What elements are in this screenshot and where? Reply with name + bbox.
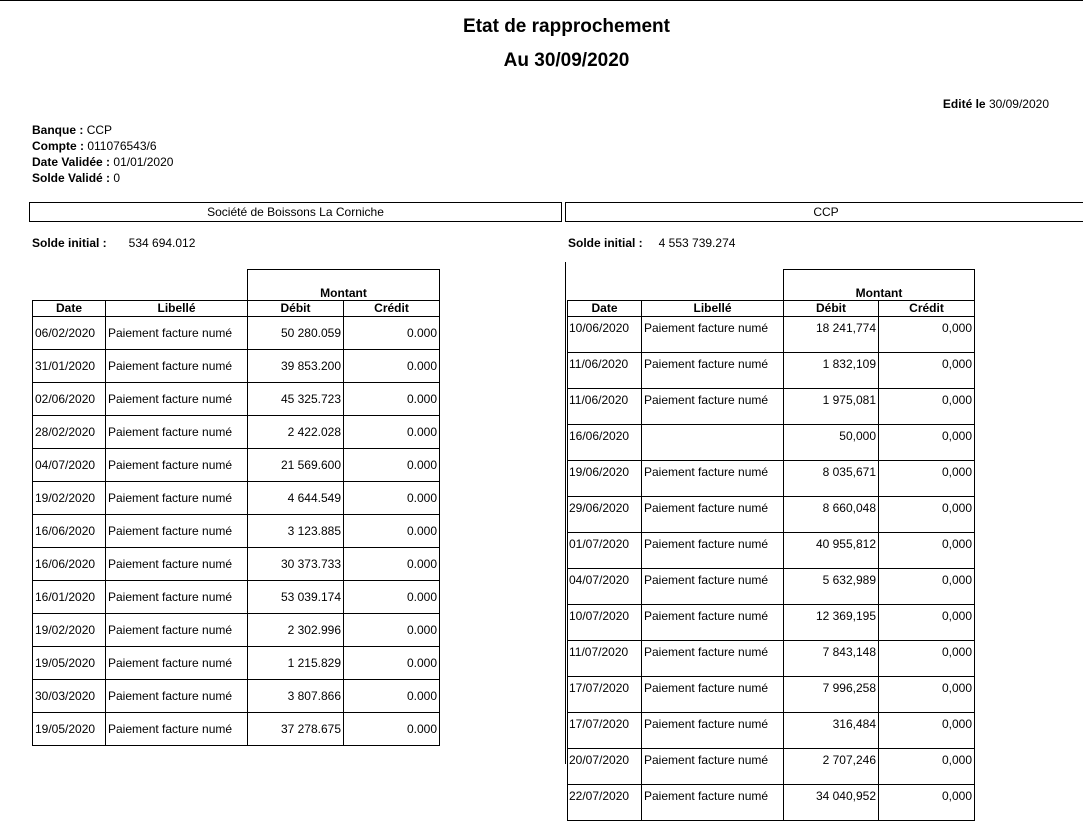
validated-balance-label: Solde Validé : xyxy=(32,171,111,185)
cell-date: 31/01/2020 xyxy=(33,350,106,383)
cell-libelle: Paiement facture numé xyxy=(106,449,248,482)
left-table-body xyxy=(33,317,440,746)
cell-credit: 0.000 xyxy=(344,416,440,449)
left-col-libelle: Libellé xyxy=(106,301,248,317)
cell-libelle: Paiement facture numé xyxy=(106,713,248,746)
cell-date: 16/06/2020 xyxy=(33,515,106,548)
table-row xyxy=(33,449,440,482)
cell-libelle: Paiement facture numé xyxy=(106,317,248,350)
bank-line xyxy=(32,122,173,138)
cell-date: 19/02/2020 xyxy=(33,482,106,515)
company-ledger-table xyxy=(32,269,440,746)
edited-on xyxy=(943,97,1049,111)
table-row xyxy=(568,785,975,821)
validated-date-line xyxy=(32,154,173,170)
cell-debit: 4 644.549 xyxy=(248,482,344,515)
cell-debit: 2 302.996 xyxy=(248,614,344,647)
report-date: Au 30/09/2020 xyxy=(503,50,630,71)
table-row xyxy=(568,317,975,353)
cell-libelle: Paiement facture numé xyxy=(106,680,248,713)
cell-debit: 40 955,812 xyxy=(784,533,879,569)
cell-date: 10/07/2020 xyxy=(568,605,642,641)
left-montant-header-row xyxy=(33,270,440,301)
cell-libelle: Paiement facture numé xyxy=(642,497,784,533)
cell-date: 17/07/2020 xyxy=(568,677,642,713)
cell-credit: 0,000 xyxy=(879,425,975,461)
cell-libelle: Paiement facture numé xyxy=(106,548,248,581)
cell-date: 19/02/2020 xyxy=(33,614,106,647)
cell-date: 11/06/2020 xyxy=(568,389,642,425)
cell-debit: 7 843,148 xyxy=(784,641,879,677)
cell-credit: 0,000 xyxy=(879,749,975,785)
cell-credit: 0.000 xyxy=(344,317,440,350)
cell-date: 16/01/2020 xyxy=(33,581,106,614)
table-row xyxy=(33,581,440,614)
cell-libelle: Paiement facture numé xyxy=(642,389,784,425)
cell-date: 16/06/2020 xyxy=(568,425,642,461)
cell-date: 28/02/2020 xyxy=(33,416,106,449)
cell-credit: 0.000 xyxy=(344,614,440,647)
cell-debit: 1 975,081 xyxy=(784,389,879,425)
table-row xyxy=(568,461,975,497)
table-row xyxy=(568,641,975,677)
cell-credit: 0,000 xyxy=(879,785,975,821)
cell-libelle: Paiement facture numé xyxy=(642,785,784,821)
cell-debit: 2 422.028 xyxy=(248,416,344,449)
cell-libelle xyxy=(642,425,784,461)
table-row xyxy=(568,677,975,713)
cell-credit: 0.000 xyxy=(344,581,440,614)
cell-date: 19/05/2020 xyxy=(33,713,106,746)
cell-credit: 0.000 xyxy=(344,713,440,746)
cell-libelle: Paiement facture numé xyxy=(106,350,248,383)
edited-value: 30/09/2020 xyxy=(988,97,1049,111)
table-row xyxy=(33,680,440,713)
table-row xyxy=(33,416,440,449)
table-row xyxy=(568,713,975,749)
cell-libelle: Paiement facture numé xyxy=(106,581,248,614)
cell-libelle: Paiement facture numé xyxy=(642,533,784,569)
right-initial-balance-label: Solde initial : xyxy=(568,236,643,250)
table-row xyxy=(33,482,440,515)
cell-date: 02/06/2020 xyxy=(33,383,106,416)
cell-credit: 0,000 xyxy=(879,569,975,605)
cell-debit: 3 807.866 xyxy=(248,680,344,713)
bank-heading: CCP xyxy=(565,202,1083,222)
table-row xyxy=(33,548,440,581)
cell-credit: 0.000 xyxy=(344,482,440,515)
cell-libelle: Paiement facture numé xyxy=(106,515,248,548)
cell-libelle: Paiement facture numé xyxy=(642,317,784,353)
table-row xyxy=(568,533,975,569)
cell-debit: 45 325.723 xyxy=(248,383,344,416)
right-initial-balance xyxy=(568,236,735,250)
cell-credit: 0.000 xyxy=(344,383,440,416)
cell-date: 01/07/2020 xyxy=(568,533,642,569)
cell-credit: 0,000 xyxy=(879,353,975,389)
left-column-header-row xyxy=(33,301,440,317)
cell-libelle: Paiement facture numé xyxy=(642,713,784,749)
table-row xyxy=(568,749,975,785)
cell-credit: 0.000 xyxy=(344,548,440,581)
cell-debit: 7 996,258 xyxy=(784,677,879,713)
right-col-date: Date xyxy=(568,301,642,317)
cell-credit: 0.000 xyxy=(344,449,440,482)
table-row xyxy=(568,605,975,641)
table-row xyxy=(33,614,440,647)
left-col-credit: Crédit xyxy=(344,301,440,317)
account-line xyxy=(32,138,173,154)
cell-date: 17/07/2020 xyxy=(568,713,642,749)
right-column-header-row xyxy=(568,301,975,317)
bank-label: Banque : xyxy=(32,123,84,137)
cell-credit: 0,000 xyxy=(879,461,975,497)
cell-debit: 50 280.059 xyxy=(248,317,344,350)
edited-label: Edité le xyxy=(942,97,986,111)
right-initial-balance-value: 4 553 739.274 xyxy=(658,236,736,250)
cell-date: 11/07/2020 xyxy=(568,641,642,677)
cell-credit: 0.000 xyxy=(344,350,440,383)
cell-libelle: Paiement facture numé xyxy=(642,641,784,677)
table-row xyxy=(33,647,440,680)
table-row xyxy=(568,425,975,461)
left-col-date: Date xyxy=(33,301,106,317)
left-col-debit: Débit xyxy=(248,301,344,317)
cell-date: 19/05/2020 xyxy=(33,647,106,680)
table-row xyxy=(568,353,975,389)
table-row xyxy=(33,317,440,350)
cell-date: 04/07/2020 xyxy=(568,569,642,605)
cell-libelle: Paiement facture numé xyxy=(642,677,784,713)
cell-credit: 0,000 xyxy=(879,317,975,353)
cell-libelle: Paiement facture numé xyxy=(106,647,248,680)
cell-credit: 0,000 xyxy=(879,533,975,569)
right-table-body xyxy=(568,317,975,821)
cell-debit: 12 369,195 xyxy=(784,605,879,641)
cell-credit: 0,000 xyxy=(879,497,975,533)
cell-debit: 21 569.600 xyxy=(248,449,344,482)
left-montant-header: Montant xyxy=(248,270,440,301)
cell-debit: 1 832,109 xyxy=(784,353,879,389)
left-initial-balance-value: 534 694.012 xyxy=(128,236,196,250)
left-initial-balance-label: Solde initial : xyxy=(32,236,107,250)
cell-debit: 53 039.174 xyxy=(248,581,344,614)
validated-date-label: Date Validée : xyxy=(32,155,111,169)
validated-date-value: 01/01/2020 xyxy=(113,155,174,169)
cell-debit: 50,000 xyxy=(784,425,879,461)
cell-libelle: Paiement facture numé xyxy=(642,749,784,785)
cell-libelle: Paiement facture numé xyxy=(642,605,784,641)
cell-debit: 5 632,989 xyxy=(784,569,879,605)
table-row xyxy=(33,713,440,746)
table-row xyxy=(33,350,440,383)
right-divider-line xyxy=(565,262,566,764)
validated-balance-value: 0 xyxy=(113,171,121,185)
cell-debit: 1 215.829 xyxy=(248,647,344,680)
cell-debit: 8 660,048 xyxy=(784,497,879,533)
table-row xyxy=(33,383,440,416)
account-value: 011076543/6 xyxy=(87,139,157,153)
right-col-debit: Débit xyxy=(784,301,879,317)
cell-libelle: Paiement facture numé xyxy=(106,614,248,647)
cell-credit: 0,000 xyxy=(879,389,975,425)
cell-debit: 3 123.885 xyxy=(248,515,344,548)
table-row xyxy=(33,515,440,548)
cell-debit: 30 373.733 xyxy=(248,548,344,581)
account-info xyxy=(32,122,173,186)
cell-libelle: Paiement facture numé xyxy=(106,482,248,515)
bank-value: CCP xyxy=(86,123,113,137)
bank-ledger-table xyxy=(567,269,975,821)
cell-date: 11/06/2020 xyxy=(568,353,642,389)
cell-date: 20/07/2020 xyxy=(568,749,642,785)
cell-date: 16/06/2020 xyxy=(33,548,106,581)
table-row xyxy=(568,389,975,425)
cell-debit: 8 035,671 xyxy=(784,461,879,497)
cell-credit: 0,000 xyxy=(879,713,975,749)
cell-libelle: Paiement facture numé xyxy=(642,353,784,389)
cell-debit: 2 707,246 xyxy=(784,749,879,785)
report-title: Etat de rapprochement xyxy=(463,16,670,37)
company-heading: Société de Boissons La Corniche xyxy=(29,202,562,222)
right-col-credit: Crédit xyxy=(879,301,975,317)
right-montant-header: Montant xyxy=(784,270,975,301)
cell-libelle: Paiement facture numé xyxy=(106,416,248,449)
cell-date: 22/07/2020 xyxy=(568,785,642,821)
cell-date: 29/06/2020 xyxy=(568,497,642,533)
cell-date: 19/06/2020 xyxy=(568,461,642,497)
cell-debit: 316,484 xyxy=(784,713,879,749)
cell-date: 10/06/2020 xyxy=(568,317,642,353)
right-montant-header-row xyxy=(568,270,975,301)
cell-debit: 18 241,774 xyxy=(784,317,879,353)
cell-date: 04/07/2020 xyxy=(33,449,106,482)
cell-date: 06/02/2020 xyxy=(33,317,106,350)
cell-credit: 0.000 xyxy=(344,515,440,548)
cell-libelle: Paiement facture numé xyxy=(642,461,784,497)
validated-balance-line xyxy=(32,170,173,186)
cell-credit: 0.000 xyxy=(344,647,440,680)
left-initial-balance xyxy=(32,236,195,250)
cell-credit: 0,000 xyxy=(879,677,975,713)
cell-libelle: Paiement facture numé xyxy=(106,383,248,416)
account-label: Compte : xyxy=(32,139,84,153)
top-border-line xyxy=(0,0,1083,1)
cell-debit: 39 853.200 xyxy=(248,350,344,383)
table-row xyxy=(568,569,975,605)
cell-credit: 0,000 xyxy=(879,605,975,641)
right-col-libelle: Libellé xyxy=(642,301,784,317)
cell-debit: 37 278.675 xyxy=(248,713,344,746)
cell-date: 30/03/2020 xyxy=(33,680,106,713)
table-row xyxy=(568,497,975,533)
cell-debit: 34 040,952 xyxy=(784,785,879,821)
cell-libelle: Paiement facture numé xyxy=(642,569,784,605)
cell-credit: 0,000 xyxy=(879,641,975,677)
cell-credit: 0.000 xyxy=(344,680,440,713)
